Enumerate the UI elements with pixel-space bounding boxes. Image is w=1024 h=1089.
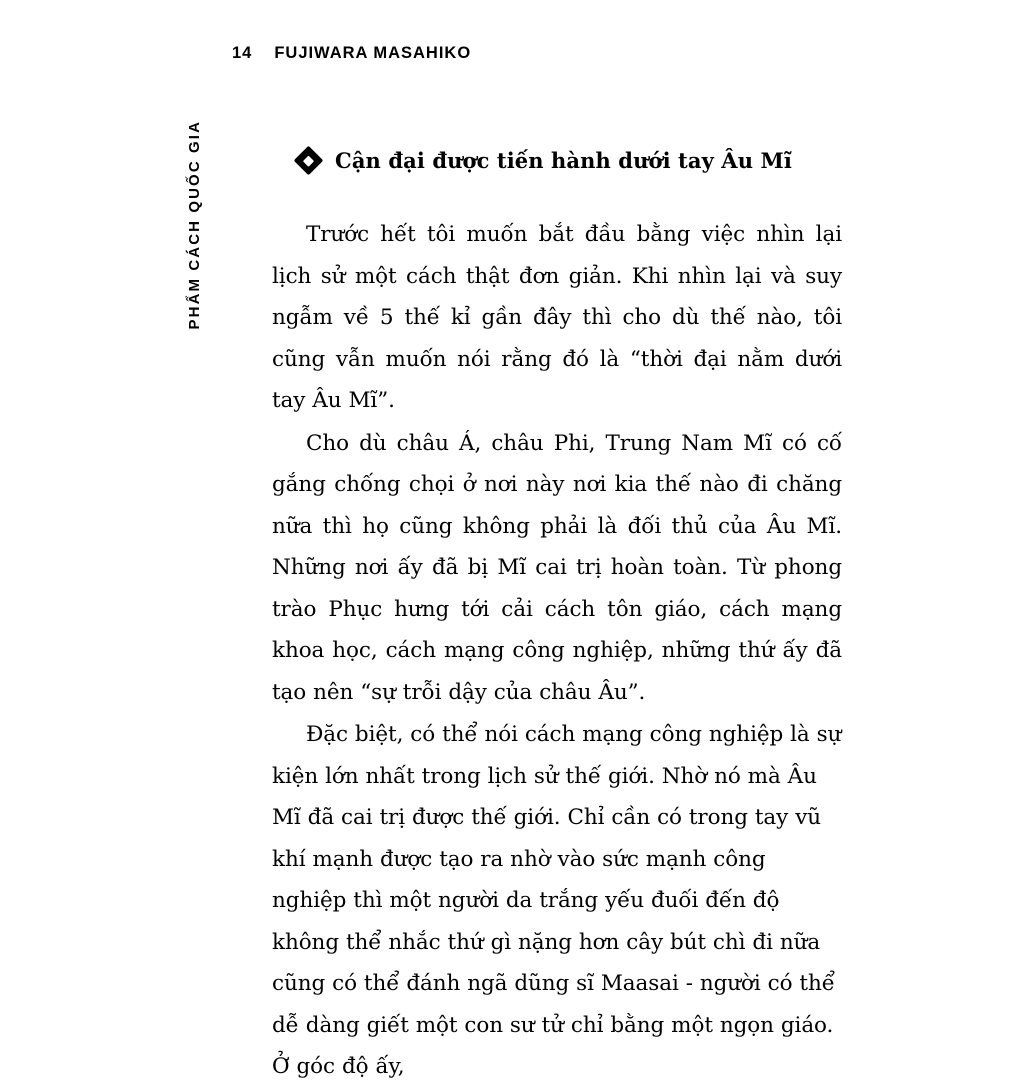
running-header [232,44,471,63]
body-paragraph: Cho dù châu Á, châu Phi, Trung Nam Mĩ có cố gắng chống chọi ở nơi này nơi kia thế nào đi chăng nữa thì họ cũng không phải là đối thủ của Âu Mĩ. Những nơi ấy đã bị Mĩ cai trị hoàn toàn. Từ phong trào Phục hưng tới cải cách tôn giáo, cách mạng khoa học, cách mạng công nghiệp, những thứ ấy đã tạo nên “sự trỗi dậy của châu Âu”. [272,430,842,705]
section-heading-text: Cận đại được tiến hành dưới tay Âu Mĩ [335,148,792,173]
body-text-column [272,214,842,1089]
body-paragraph: Trước hết tôi muốn bắt đầu bằng việc nhìn lại lịch sử một cách thật đơn giản. Khi nhìn lại và suy ngẫm về 5 thế kỉ gần đây thì cho dù thế nào, tôi cũng vẫn muốn nói rằng đó là “thời đại nằm dưới tay Âu Mĩ”. [272,222,842,413]
body-paragraph: Đặc biệt, có thể nói cách mạng công nghiệp là sự kiện lớn nhất trong lịch sử thế giới. Nhờ nó mà Âu Mĩ đã cai trị được thế giới. Chỉ cần có trong tay vũ khí mạnh được tạo ra nhờ vào sức mạnh công nghiệp thì một người da trắng yếu đuối đến độ không thể nhắc thứ gì nặng hơn cây bút chì đi nữa cũng có thể đánh ngã dũng sĩ Maasai - người có thể dễ dàng giết một con sư tử chỉ bằng một ngọn giáo. Ở góc độ ấy, [272,722,842,1079]
side-running-title-label: PHẨM CÁCH QUỐC GIA [186,120,203,330]
page-number: 14 [232,44,253,62]
diamond-bullet-icon [294,146,324,176]
running-author: FUJIWARA MASAHIKO [274,44,472,62]
side-running-title [186,120,226,350]
section-heading [298,148,858,173]
